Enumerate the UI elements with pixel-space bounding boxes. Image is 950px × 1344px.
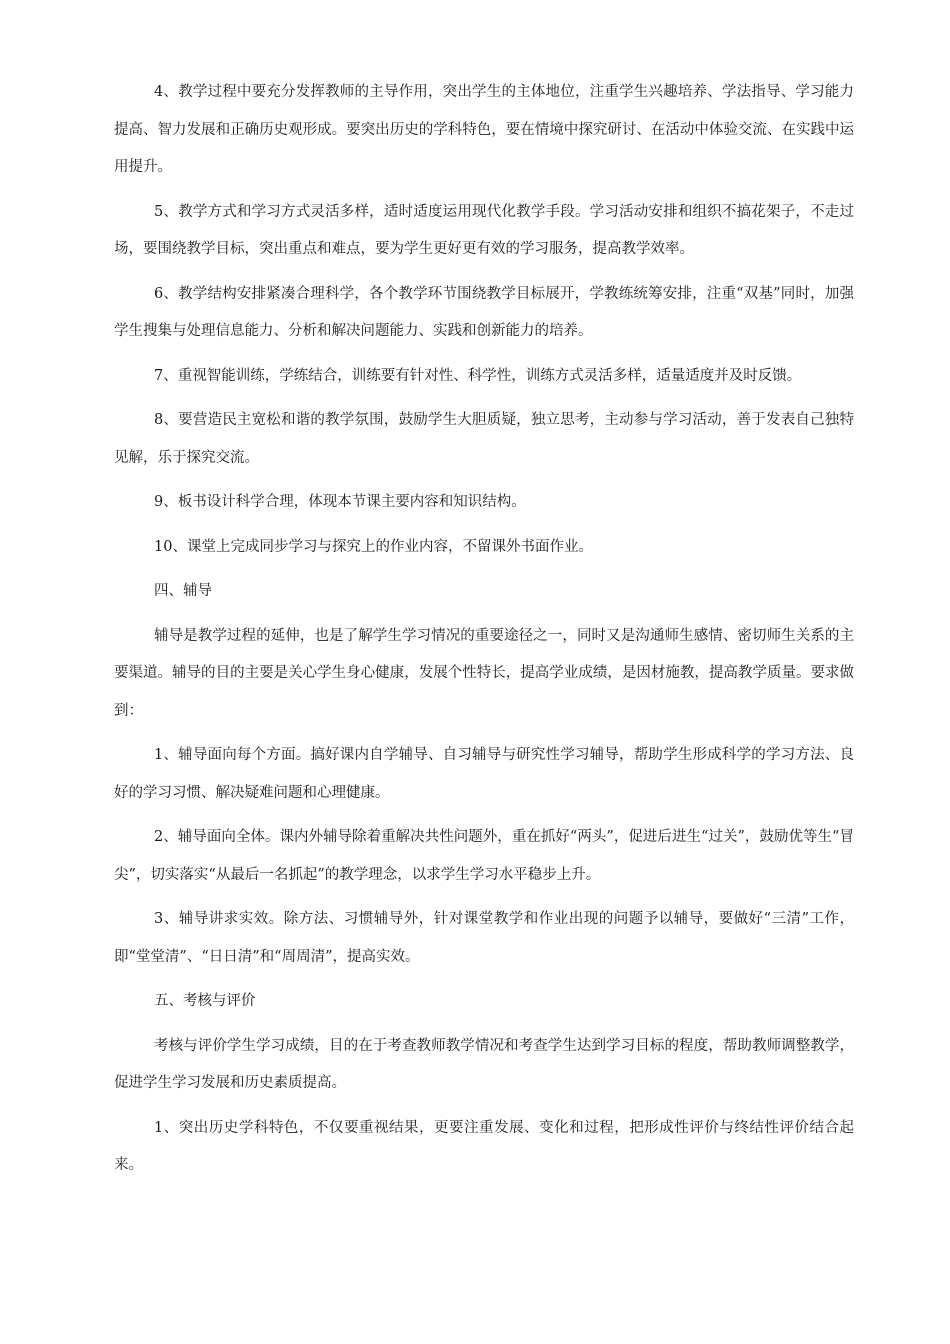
paragraph-assessment-intro: 考核与评价学生学习成绩，目的在于考查教师教学情况和考查学生达到学习目标的程度，帮助教师调整教学，促进学生学习发展和历史素质提高。 — [114, 1037, 854, 1091]
paragraph-item-8: 8、要营造民主宽松和谐的教学氛围，鼓励学生大胆质疑，独立思考，主动参与学习活动，善于发表自己独特见解，乐于探究交流。 — [114, 412, 854, 466]
document-body — [114, 74, 854, 1192]
section-heading-assessment: 五、考核与评价 — [154, 993, 256, 1009]
section-heading-tutoring: 四、辅导 — [154, 583, 212, 599]
paragraph-item-6: 6、教学结构安排紧凑合理科学，各个教学环节围绕教学目标展开，学教练统筹安排，注重“双基”同时，加强学生搜集与处理信息能力、分析和解决问题能力、实践和创新能力的培养。 — [114, 285, 854, 339]
paragraph-tutoring-intro: 辅导是教学过程的延伸，也是了解学生学习情况的重要途径之一，同时又是沟通师生感情、密切师生关系的主要渠道。辅导的目的主要是关心学生身心健康，发展个性特长，提高学业成绩，是因材施教，提高教学质量。要求做到： — [114, 627, 854, 719]
paragraph-item-9: 9、板书设计科学合理，体现本节课主要内容和知识结构。 — [154, 494, 526, 510]
paragraph-tutoring-2: 2、辅导面向全体。课内外辅导除着重解决共性问题外，重在抓好“两头”，促进后进生“过关”，鼓励优等生“冒尖”，切实落实“从最后一名抓起”的教学理念，以求学生学习水平稳步上升。 — [114, 829, 854, 883]
paragraph-assessment-1: 1、突出历史学科特色，不仅要重视结果，更要注重发展、变化和过程，把形成性评价与终结性评价结合起来。 — [114, 1119, 854, 1173]
paragraph-item-4: 4、教学过程中要充分发挥教师的主导作用，突出学生的主体地位，注重学生兴趣培养、学法指导、学习能力提高、智力发展和正确历史观形成。要突出历史的学科特色，要在情境中探究研讨、在活动中体验交流、在实践中运用提升。 — [114, 84, 854, 175]
paragraph-item-5: 5、教学方式和学习方式灵活多样，适时适度运用现代化教学手段。学习活动安排和组织不搞花架子，不走过场，要围绕教学目标，突出重点和难点，要为学生更好更有效的学习服务，提高教学效率。 — [114, 203, 854, 257]
paragraph-item-7: 7、重视智能训练，学练结合，训练要有针对性、科学性，训练方式灵活多样，适量适度并及时反馈。 — [154, 367, 802, 384]
paragraph-tutoring-3: 3、辅导讲求实效。除方法、习惯辅导外，针对课堂教学和作业出现的问题予以辅导，要做好“三清”工作，即“堂堂清”、“日日清”和“周周清”，提高实效。 — [114, 911, 855, 965]
paragraph-item-10: 10、课堂上完成同步学习与探究上的作业内容，不留课外书面作业。 — [154, 538, 593, 555]
paragraph-tutoring-1: 1、辅导面向每个方面。搞好课内自学辅导、自习辅导与研究性学习辅导，帮助学生形成科学的学习方法、良好的学习习惯、解决疑难问题和心理健康。 — [114, 747, 854, 801]
